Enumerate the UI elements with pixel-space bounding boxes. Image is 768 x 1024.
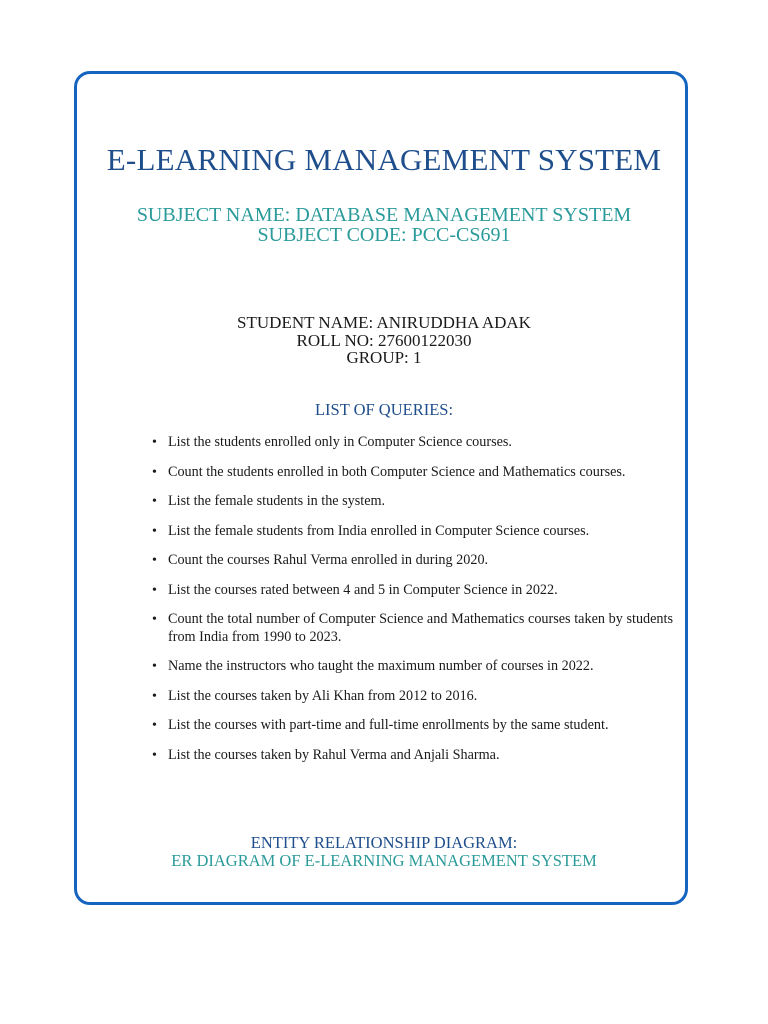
query-item <box>150 658 673 676</box>
bullet-icon: • <box>152 688 157 704</box>
student-info-block <box>0 314 768 367</box>
query-item <box>150 523 673 541</box>
query-item <box>150 552 673 570</box>
query-item <box>150 717 673 735</box>
subject-name: SUBJECT NAME: DATABASE MANAGEMENT SYSTEM <box>136 204 632 226</box>
student-name: STUDENT NAME: ANIRUDDHA ADAK <box>237 313 531 332</box>
query-item <box>150 582 673 600</box>
bullet-icon: • <box>152 747 157 763</box>
query-text: List the female students from India enrolled in Computer Science courses. <box>168 522 590 539</box>
er-subheading: ER DIAGRAM OF E-LEARNING MANAGEMENT SYSTEM <box>171 851 597 870</box>
er-diagram-heading-block <box>0 834 768 870</box>
bullet-icon: • <box>152 523 157 539</box>
roll-number: ROLL NO: 27600122030 <box>296 330 472 350</box>
subject-block <box>0 205 768 245</box>
bullet-icon: • <box>152 553 157 568</box>
bullet-icon: • <box>152 582 157 598</box>
query-item <box>150 493 673 511</box>
query-text: Count the total number of Computer Science and Mathematics courses taken by students from India from 1990 to 2023. <box>168 611 673 645</box>
bullet-icon: • <box>152 464 157 480</box>
query-text: List the courses taken by Ali Khan from 2012 to 2016. <box>168 687 478 704</box>
group-number: GROUP: 1 <box>346 348 422 367</box>
bullet-icon: • <box>152 494 157 509</box>
query-text: List the students enrolled only in Computer Science courses. <box>168 434 512 450</box>
query-item <box>150 464 673 482</box>
bullet-icon: • <box>152 718 157 733</box>
document-title: E-LEARNING MANAGEMENT SYSTEM <box>106 142 662 177</box>
query-item <box>150 611 673 646</box>
queries-heading: LIST OF QUERIES: <box>314 400 454 419</box>
query-text: Count the students enrolled in both Computer Science and Mathematics courses. <box>168 463 626 480</box>
bullet-icon: • <box>152 435 157 450</box>
query-text: Count the courses Rahul Verma enrolled in during 2020. <box>168 552 489 568</box>
query-text: List the courses taken by Rahul Verma and Anjali Sharma. <box>168 746 500 763</box>
query-item <box>150 434 673 452</box>
query-list <box>150 434 673 776</box>
query-text: List the courses rated between 4 and 5 in Computer Science in 2022. <box>168 581 558 598</box>
query-text: Name the instructors who taught the maximum number of courses in 2022. <box>168 658 594 674</box>
query-text: List the courses with part-time and full-time enrollments by the same student. <box>168 717 609 733</box>
query-item <box>150 747 673 765</box>
bullet-icon: • <box>152 612 157 627</box>
bullet-icon: • <box>152 659 157 674</box>
query-item <box>150 688 673 706</box>
er-heading: ENTITY RELATIONSHIP DIAGRAM: <box>250 833 518 852</box>
query-text: List the female students in the system. <box>168 493 386 509</box>
subject-code: SUBJECT CODE: PCC-CS691 <box>257 224 511 246</box>
